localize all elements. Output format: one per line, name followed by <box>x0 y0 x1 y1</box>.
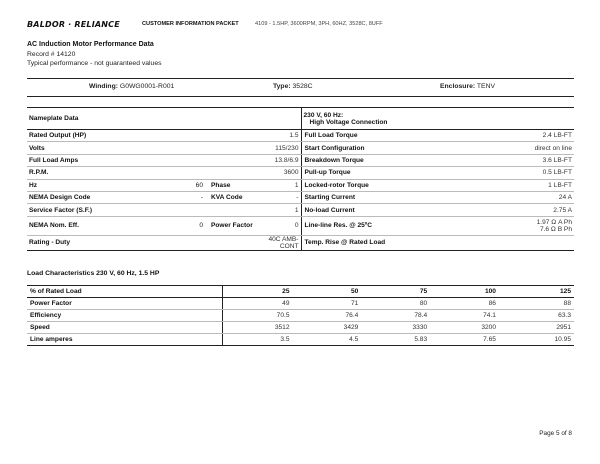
nameplate-row <box>27 216 574 235</box>
nameplate-mid-value: 60 <box>167 179 205 191</box>
nameplate-value: 1 <box>265 204 301 216</box>
load-row-value: 7.65 <box>430 334 499 346</box>
nameplate-empty <box>167 142 205 154</box>
nameplate-heading: Nameplate Data <box>27 108 301 130</box>
load-row-label: Efficiency <box>27 310 222 322</box>
load-row-value: 3.5 <box>222 334 293 346</box>
load-row-value: 70.5 <box>222 310 293 322</box>
load-row-value: 49 <box>222 298 293 310</box>
load-header-value: 25 <box>222 286 293 298</box>
nameplate-empty <box>205 154 265 166</box>
nameplate-right-label: Breakdown Torque <box>301 154 451 166</box>
nameplate-mid-value: 0 <box>167 216 205 235</box>
load-header-label: % of Rated Load <box>27 286 222 298</box>
page-number: Page 5 of 8 <box>539 430 572 437</box>
nameplate-right-label: Temp. Rise @ Rated Load <box>301 235 451 250</box>
load-row-value: 2951 <box>499 322 574 334</box>
winding-bar <box>27 78 574 97</box>
nameplate-value: 3600 <box>265 167 301 179</box>
nameplate-label: Rating - Duty <box>27 235 167 250</box>
nameplate-label: Full Load Amps <box>27 154 167 166</box>
nameplate-empty <box>167 154 205 166</box>
nameplate-mid-value: - <box>167 191 205 203</box>
nameplate-mid-label: KVA Code <box>205 191 265 203</box>
load-row <box>27 298 574 310</box>
record-number: Record # 14120 <box>27 51 76 58</box>
nameplate-label: Volts <box>27 142 167 154</box>
nameplate-label: NEMA Design Code <box>27 191 167 203</box>
nameplate-right-value: 1 LB-FT <box>451 179 574 191</box>
nameplate-row <box>27 179 574 191</box>
load-row <box>27 322 574 334</box>
nameplate-right-label: Pull-up Torque <box>301 167 451 179</box>
load-row-value: 63.3 <box>499 310 574 322</box>
load-row-label: Line amperes <box>27 334 222 346</box>
nameplate-header-row <box>27 108 574 130</box>
load-row-value: 3330 <box>361 322 430 334</box>
load-row-value: 4.5 <box>293 334 362 346</box>
nameplate-empty <box>205 204 265 216</box>
load-row <box>27 334 574 346</box>
load-row-value: 3429 <box>293 322 362 334</box>
nameplate-right-label: No-load Current <box>301 204 451 216</box>
nameplate-right-label: Locked-rotor Torque <box>301 179 451 191</box>
nameplate-value: 115/230 <box>265 142 301 154</box>
load-characteristics-title: Load Characteristics 230 V, 60 Hz, 1.5 HP <box>27 270 160 277</box>
nameplate-row <box>27 235 574 250</box>
packet-title: CUSTOMER INFORMATION PACKET <box>142 21 239 27</box>
nameplate-value: 13.8/6.9 <box>265 154 301 166</box>
load-row-value: 10.95 <box>499 334 574 346</box>
nameplate-mid-label: Phase <box>205 179 265 191</box>
load-header-value: 125 <box>499 286 574 298</box>
nameplate-value: - <box>265 191 301 203</box>
load-row-value: 76.4 <box>293 310 362 322</box>
enclosure-info: Enclosure: TENV <box>440 83 496 90</box>
nameplate-label: NEMA Nom. Eff. <box>27 216 167 235</box>
nameplate-empty <box>167 130 205 142</box>
document-title: AC Induction Motor Performance Data <box>27 41 154 48</box>
nameplate-right-value <box>451 235 574 250</box>
nameplate-empty <box>167 167 205 179</box>
nameplate-right-label: Start Configuration <box>301 142 451 154</box>
load-row-value: 3200 <box>430 322 499 334</box>
nameplate-row <box>27 154 574 166</box>
load-row-value: 86 <box>430 298 499 310</box>
load-row-label: Power Factor <box>27 298 222 310</box>
nameplate-label: Service Factor (S.F.) <box>27 204 167 216</box>
winding-info: Winding: G0WG0001-R001 <box>89 83 175 90</box>
nameplate-right-value: 1.97 Ω A Ph 7.6 Ω B Ph <box>451 216 574 235</box>
nameplate-empty <box>167 204 205 216</box>
nameplate-empty <box>205 167 265 179</box>
nameplate-empty <box>205 130 265 142</box>
nameplate-row <box>27 191 574 203</box>
nameplate-right-label: Starting Current <box>301 191 451 203</box>
nameplate-value: 0 <box>265 216 301 235</box>
nameplate-value: 40C AMB-CONT <box>265 235 301 250</box>
nameplate-row <box>27 167 574 179</box>
nameplate-right-value: direct on line <box>451 142 574 154</box>
nameplate-value: 1.5 <box>265 130 301 142</box>
nameplate-table <box>27 107 574 251</box>
nameplate-row <box>27 130 574 142</box>
nameplate-row <box>27 142 574 154</box>
nameplate-label: Hz <box>27 179 167 191</box>
load-row <box>27 310 574 322</box>
nameplate-mid-label: Power Factor <box>205 216 265 235</box>
nameplate-empty <box>205 235 265 250</box>
load-row-value: 74.1 <box>430 310 499 322</box>
load-header-value: 100 <box>430 286 499 298</box>
nameplate-right-value: 24 A <box>451 191 574 203</box>
nameplate-empty <box>205 142 265 154</box>
load-header-value: 50 <box>293 286 362 298</box>
load-row-value: 80 <box>361 298 430 310</box>
nameplate-right-value: 2.4 LB-FT <box>451 130 574 142</box>
load-row-value: 88 <box>499 298 574 310</box>
load-characteristics-table <box>27 285 574 346</box>
disclaimer-text: Typical performance - not guaranteed values <box>27 60 162 67</box>
nameplate-label: R.P.M. <box>27 167 167 179</box>
load-header-value: 75 <box>361 286 430 298</box>
nameplate-right-value: 0.5 LB-FT <box>451 167 574 179</box>
load-header-row <box>27 286 574 298</box>
model-description: 4109 - 1.5HP, 3600RPM, 3PH, 60HZ, 3528C, 8UFF <box>255 21 383 27</box>
page-header <box>27 20 577 30</box>
nameplate-value: 1 <box>265 179 301 191</box>
nameplate-empty <box>167 235 205 250</box>
load-row-label: Speed <box>27 322 222 334</box>
connection-heading: 230 V, 60 Hz: High Voltage Connection <box>301 108 574 130</box>
baldor-logo: BALDOR · RELIANCE <box>27 20 120 29</box>
nameplate-right-label: Full Load Torque <box>301 130 451 142</box>
type-info: Type: 3528C <box>273 83 313 90</box>
nameplate-label: Rated Output (HP) <box>27 130 167 142</box>
nameplate-right-value: 2.75 A <box>451 204 574 216</box>
load-row-value: 5.83 <box>361 334 430 346</box>
load-row-value: 71 <box>293 298 362 310</box>
nameplate-row <box>27 204 574 216</box>
load-row-value: 78.4 <box>361 310 430 322</box>
nameplate-right-label: Line-line Res. @ 25ºC <box>301 216 451 235</box>
nameplate-right-value: 3.6 LB-FT <box>451 154 574 166</box>
load-row-value: 3512 <box>222 322 293 334</box>
